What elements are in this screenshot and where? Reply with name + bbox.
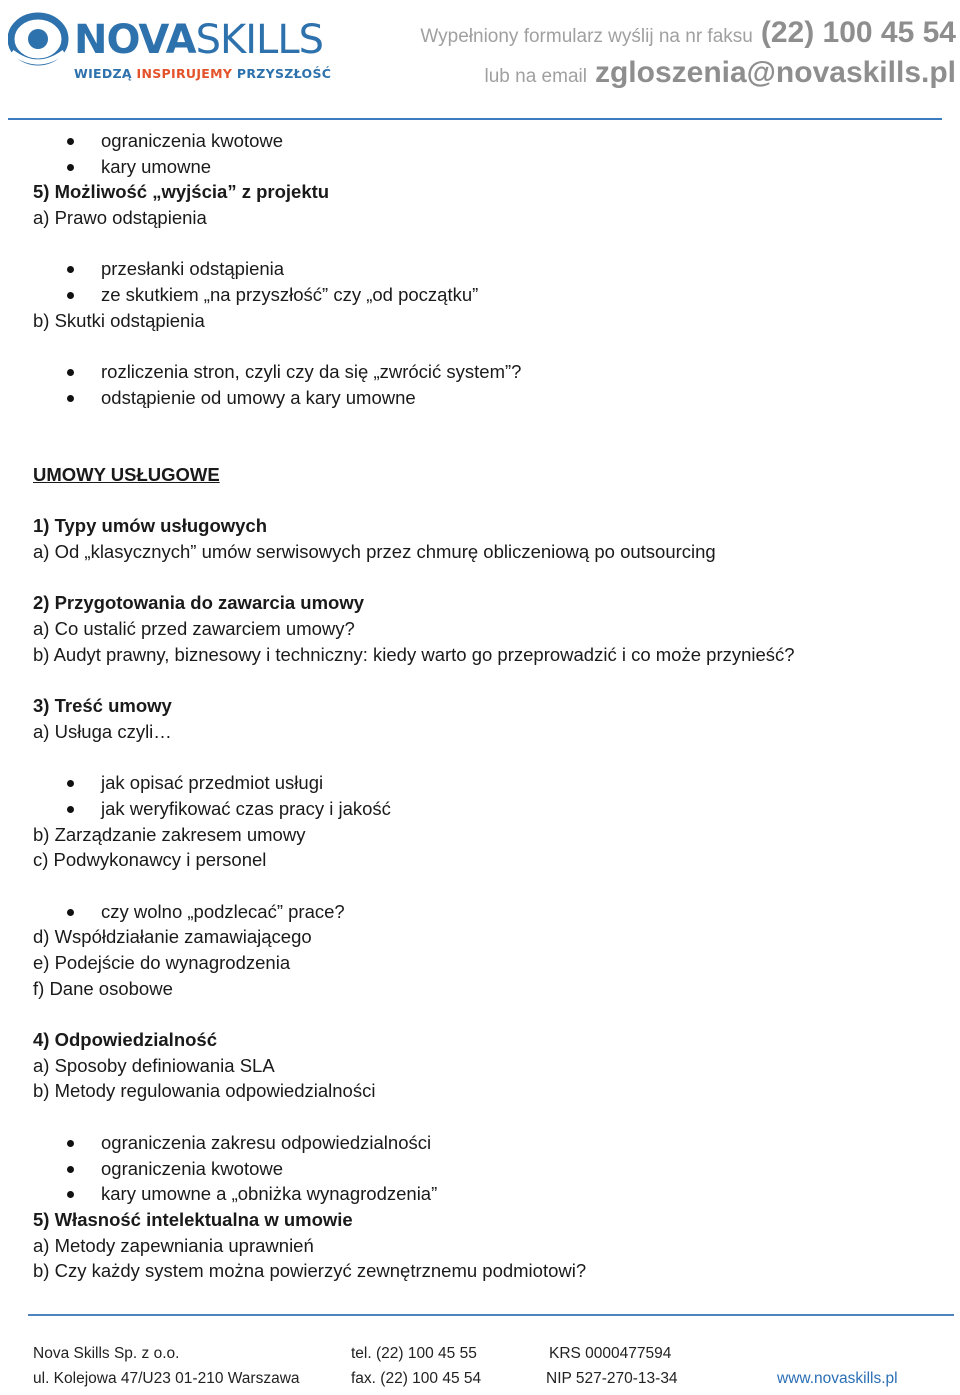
novaskills-logo	[8, 12, 353, 87]
logo-tagline	[74, 66, 331, 81]
bullet-item: czy wolno „podzlecać” prace?	[33, 899, 933, 925]
section-heading: 2) Przygotowania do zawarcia umowy	[33, 592, 365, 614]
logo-text-nova: NOVA	[74, 17, 196, 63]
section-heading: 4) Odpowiedzialność	[33, 1029, 217, 1051]
bullet-item: przesłanki odstąpienia	[33, 256, 933, 282]
text-line: b) Metody regulowania odpowiedzialności	[33, 1080, 376, 1102]
tagline-part-2: INSPIRUJEMY	[136, 66, 233, 81]
text-line: a) Metody zapewniania uprawnień	[33, 1234, 314, 1256]
bullet-item: odstąpienie od umowy a kary umowne	[33, 385, 933, 411]
bullet-item: ograniczenia kwotowe	[33, 128, 933, 154]
header-divider	[8, 118, 942, 120]
section-heading: 5) Własność intelektualna w umowie	[33, 1208, 353, 1230]
email-contact	[485, 56, 956, 90]
email-label: lub na email	[484, 66, 587, 87]
tagline-part-1: WIEDZĄ	[74, 66, 137, 81]
footer-fax: fax. (22) 100 45 54	[351, 1370, 482, 1387]
fax-label: Wypełniony formularz wyślij na nr faksu	[420, 26, 753, 47]
blank-line	[33, 873, 933, 899]
text-line: f) Dane osobowe	[33, 977, 173, 999]
bullet-item: ograniczenia kwotowe	[33, 1156, 933, 1182]
email-address[interactable]: zgloszenia@novaskills.pl	[594, 56, 956, 89]
footer-tel: tel. (22) 100 45 55	[351, 1345, 477, 1362]
text-line: a) Co ustalić przed zawarciem umowy?	[33, 618, 355, 640]
section-heading: 1) Typy umów usługowych	[33, 515, 268, 537]
footer-nip: NIP 527-270-13-34	[546, 1370, 678, 1387]
main-heading: UMOWY USŁUGOWE	[33, 463, 220, 485]
fax-number: (22) 100 45 54	[760, 16, 956, 49]
text-line: e) Podejście do wynagrodzenia	[33, 952, 291, 973]
bullet-item: jak weryfikować czas pracy i jakość	[33, 796, 933, 822]
blank-line	[33, 436, 933, 462]
text-line: a) Od „klasycznych” umów serwisowych przez chmurę obliczeniową po outsourcing	[33, 541, 716, 562]
text-line: b) Zarządzanie zakresem umowy	[33, 823, 306, 845]
footer-divider	[28, 1314, 954, 1316]
text-line: c) Podwykonawcy i personel	[33, 849, 267, 871]
footer-company: Nova Skills Sp. z o.o.	[33, 1345, 180, 1362]
bullet-item: kary umowne a „obniżka wynagrodzenia”	[33, 1181, 933, 1207]
text-line: a) Usługa czyli…	[33, 720, 172, 742]
eye-logo-icon	[8, 12, 70, 74]
blank-line	[33, 667, 933, 693]
text-line: b) Audyt prawny, biznesowy i techniczny: kiedy warto go przeprowadzić i co może przynieść?	[33, 643, 795, 665]
footer-address: ul. Kolejowa 47/U23 01-210 Warszawa	[33, 1370, 300, 1387]
blank-line	[33, 231, 933, 257]
tagline-part-3: PRZYSZŁOŚĆ	[232, 66, 332, 81]
bullet-item: ograniczenia zakresu odpowiedzialności	[33, 1130, 933, 1156]
blank-line	[33, 488, 933, 514]
text-line: a) Prawo odstąpienia	[33, 207, 207, 229]
bullet-item: jak opisać przedmiot usługi	[33, 770, 933, 796]
blank-line	[33, 745, 933, 771]
bullet-item: kary umowne	[33, 154, 933, 180]
footer-krs: KRS 0000477594	[549, 1345, 672, 1362]
fax-contact	[420, 16, 956, 50]
document-body	[33, 128, 933, 1284]
blank-line	[33, 334, 933, 360]
bullet-item: rozliczenia stron, czyli czy da się „zwrócić system”?	[33, 359, 933, 385]
blank-line	[33, 411, 933, 437]
section-heading: 5) Możliwość „wyjścia” z projektu	[33, 181, 330, 203]
text-line: a) Sposoby definiowania SLA	[33, 1054, 275, 1076]
bullet-item: ze skutkiem „na przyszłość” czy „od początku”	[33, 282, 933, 308]
section-heading: 3) Treść umowy	[33, 695, 172, 717]
footer-website-link[interactable]: www.novaskills.pl	[777, 1370, 898, 1387]
text-line: d) Współdziałanie zamawiającego	[33, 926, 312, 948]
text-line: b) Skutki odstąpienia	[33, 309, 205, 331]
blank-line	[33, 1104, 933, 1130]
logo-wordmark	[74, 16, 323, 64]
blank-line	[33, 565, 933, 591]
blank-line	[33, 1001, 933, 1027]
text-line: b) Czy każdy system można powierzyć zewnętrznemu podmiotowi?	[33, 1260, 587, 1282]
logo-text-skills: SKILLS	[195, 17, 323, 63]
